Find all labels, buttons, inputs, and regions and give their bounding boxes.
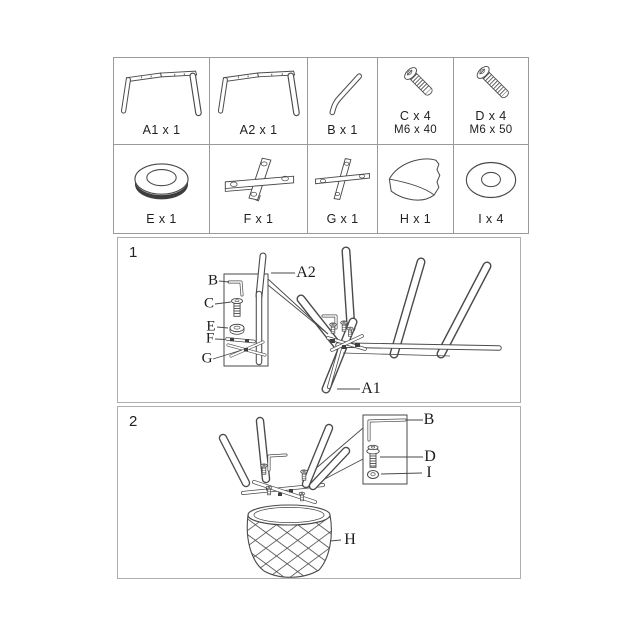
part-label-a1: A1 x 1: [142, 122, 181, 137]
parts-cell-f: [210, 145, 308, 233]
parts-table: [113, 57, 529, 234]
step1-detail-inset: [224, 256, 268, 366]
part-spec-c: M6 x 40: [393, 123, 437, 136]
step1-diagram: [118, 238, 520, 402]
part-label-c: C x 4: [399, 109, 432, 124]
leg-frame-a2-drawing: [212, 61, 305, 123]
parts-cell-h: [378, 145, 454, 233]
part-label-e: E x 1: [146, 211, 177, 226]
step1-callout-b: B: [207, 272, 219, 289]
part-label-i: I x 4: [478, 211, 504, 226]
step1-callout-e: E: [206, 318, 216, 335]
part-label-b: B x 1: [327, 122, 358, 137]
parts-cell-g: [308, 145, 378, 233]
parts-cell-e: [114, 145, 210, 233]
step2-callout-h: H: [344, 531, 356, 548]
part-label-a2: A2 x 1: [239, 122, 278, 137]
part-label-d: D x 4: [475, 109, 507, 124]
step2-number: 2: [129, 413, 138, 430]
step1-number: 1: [129, 244, 138, 261]
part-spec-d: M6 x 50: [469, 123, 513, 136]
parts-cell-i: [454, 145, 528, 233]
step-2-panel: [117, 406, 521, 579]
seat-shell-quilted-drawing: [247, 505, 331, 577]
step2-callout-i: I: [426, 464, 432, 481]
bolt-m6x50-drawing: [456, 61, 526, 109]
cross-plate-g-drawing: [310, 148, 375, 212]
parts-cell-a1: [114, 58, 210, 145]
step1-callout-c: C: [203, 295, 215, 312]
step1-callout-f: F: [205, 330, 215, 347]
bolt-m6x40-drawing: [380, 61, 451, 109]
parts-cell-c: [378, 58, 454, 145]
allen-key-drawing: [310, 61, 375, 123]
chair-legs-drawing: [223, 421, 346, 486]
step1-callout-g: G: [201, 350, 213, 367]
step2-callout-b: B: [423, 411, 435, 428]
washer-drawing: [456, 148, 526, 212]
parts-cell-b: [308, 58, 378, 145]
part-label-f: F x 1: [243, 211, 274, 226]
step1-callout-a1: A1: [361, 380, 381, 397]
ring-spacer-drawing: [116, 148, 207, 212]
parts-cell-a2: [210, 58, 308, 145]
step-1-panel: [117, 237, 521, 403]
leg-frame-a1-drawing: [116, 61, 207, 123]
part-label-g: G x 1: [326, 211, 359, 226]
part-label-h: H x 1: [399, 211, 432, 226]
step1-callout-a2: A2: [296, 264, 316, 281]
step2-diagram: [118, 407, 520, 578]
step2-callout-d: D: [424, 448, 436, 465]
cross-plate-f-drawing: [212, 148, 305, 212]
parts-cell-d: [454, 58, 528, 145]
seat-shell-drawing: [380, 148, 451, 212]
seat-allen-key-drawing: [269, 455, 286, 470]
leg-assembly-drawing: [301, 251, 499, 389]
